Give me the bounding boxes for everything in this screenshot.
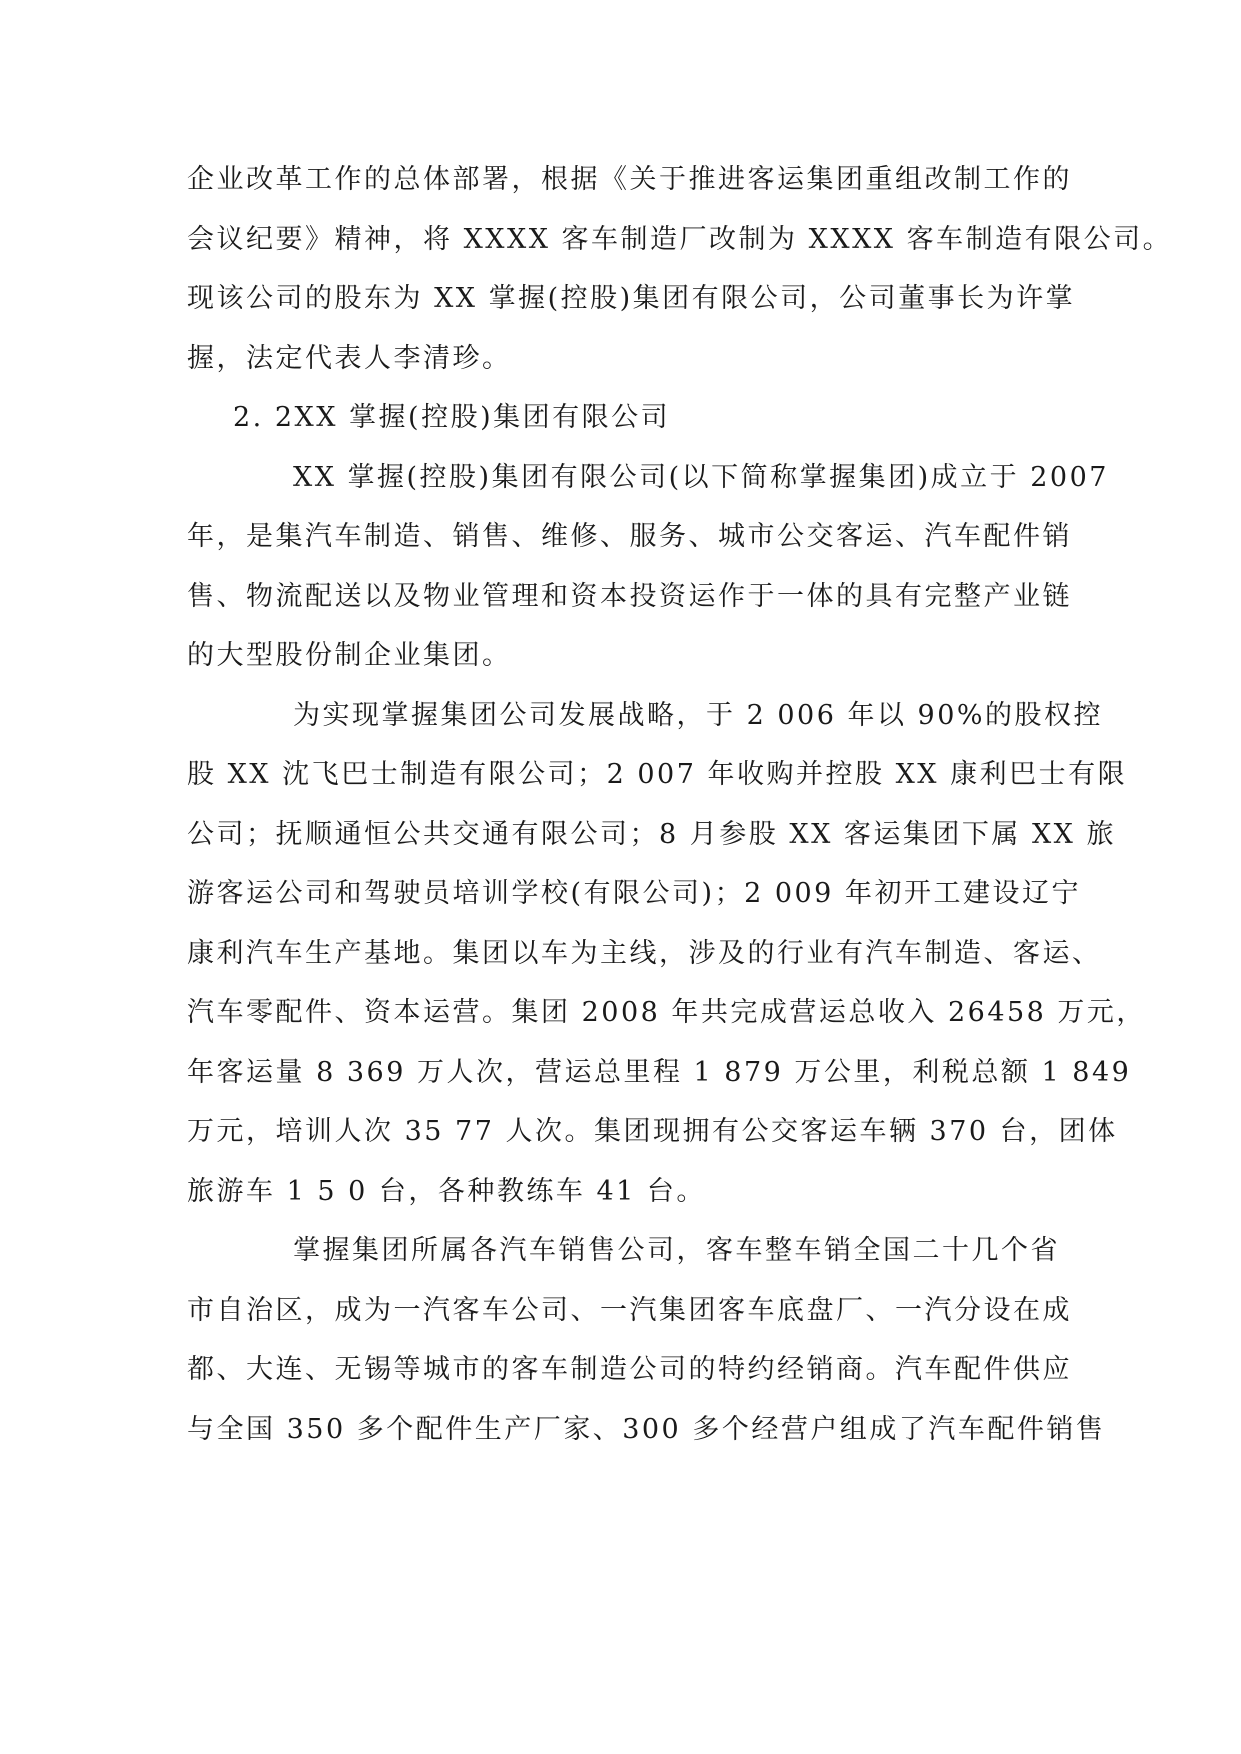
text-line: 市自治区，成为一汽客车公司、一汽集团客车底盘厂、一汽分设在成 [187,1294,1072,1326]
text-line: 万元，培训人次 35 77 人次。集团现拥有公交客运车辆 370 台，团体 [187,1116,1118,1147]
text-line: 的大型股份制企业集团。 [187,640,512,671]
text-line: 年，是集汽车制造、销售、维修、服务、城市公交客运、汽车配件销 [187,521,1072,552]
text-line: 握，法定代表人李清珍。 [187,342,512,374]
text-line: 会议纪要》精神，将 XXXX 客车制造厂改制为 XXXX 客车制造有限公司。 [187,223,1173,255]
paragraph-3 [187,686,1146,1222]
paragraph-4 [187,1221,1106,1459]
text-line: XX 掌握(控股)集团有限公司(以下简称掌握集团)成立于 2007 [293,461,1109,493]
text-line: 为实现掌握集团公司发展战略，于 2 006 年以 90%的股权控 [293,699,1104,731]
paragraph-2 [187,448,1109,686]
section-heading: 2. 2XX 掌握(控股)集团有限公司 [233,402,671,433]
text-line: 公司；抚顺通恒公共交通有限公司；8 月参股 XX 客运集团下属 XX 旅 [187,818,1116,850]
text-line: 股 XX 沈飞巴士制造有限公司；2 007 年收购并控股 XX 康利巴士有限 [187,759,1128,790]
text-line: 年客运量 8 369 万人次，营运总里程 1 879 万公里，利税总额 1 849 [187,1056,1132,1088]
text-line: 与全国 350 多个配件生产厂家、300 多个经营户组成了汽车配件销售 [187,1413,1106,1445]
text-line: 售、物流配送以及物业管理和资本投资运作于一体的具有完整产业链 [187,580,1072,612]
text-line: 康利汽车生产基地。集团以车为主线，涉及的行业有汽车制造、客运、 [187,937,1102,969]
text-line: 企业改革工作的总体部署，根据《关于推进客运集团重组改制工作的 [187,164,1072,195]
text-line: 现该公司的股东为 XX 掌握(控股)集团有限公司，公司董事长为许掌 [187,283,1076,314]
text-line: 旅游车 1 5 0 台，各种教练车 41 台。 [187,1175,706,1207]
text-line: 汽车零配件、资本运营。集团 2008 年共完成营运总收入 26458 万元， [187,997,1146,1028]
text-line: 游客运公司和驾驶员培训学校(有限公司)；2 009 年初开工建设辽宁 [187,878,1081,909]
document-body [187,150,1173,1459]
text-line: 都、大连、无锡等城市的客车制造公司的特约经销商。汽车配件供应 [187,1354,1072,1385]
text-line: 掌握集团所属各汽车销售公司，客车整车销全国二十几个省 [293,1235,1060,1266]
paragraph-1 [187,150,1173,388]
